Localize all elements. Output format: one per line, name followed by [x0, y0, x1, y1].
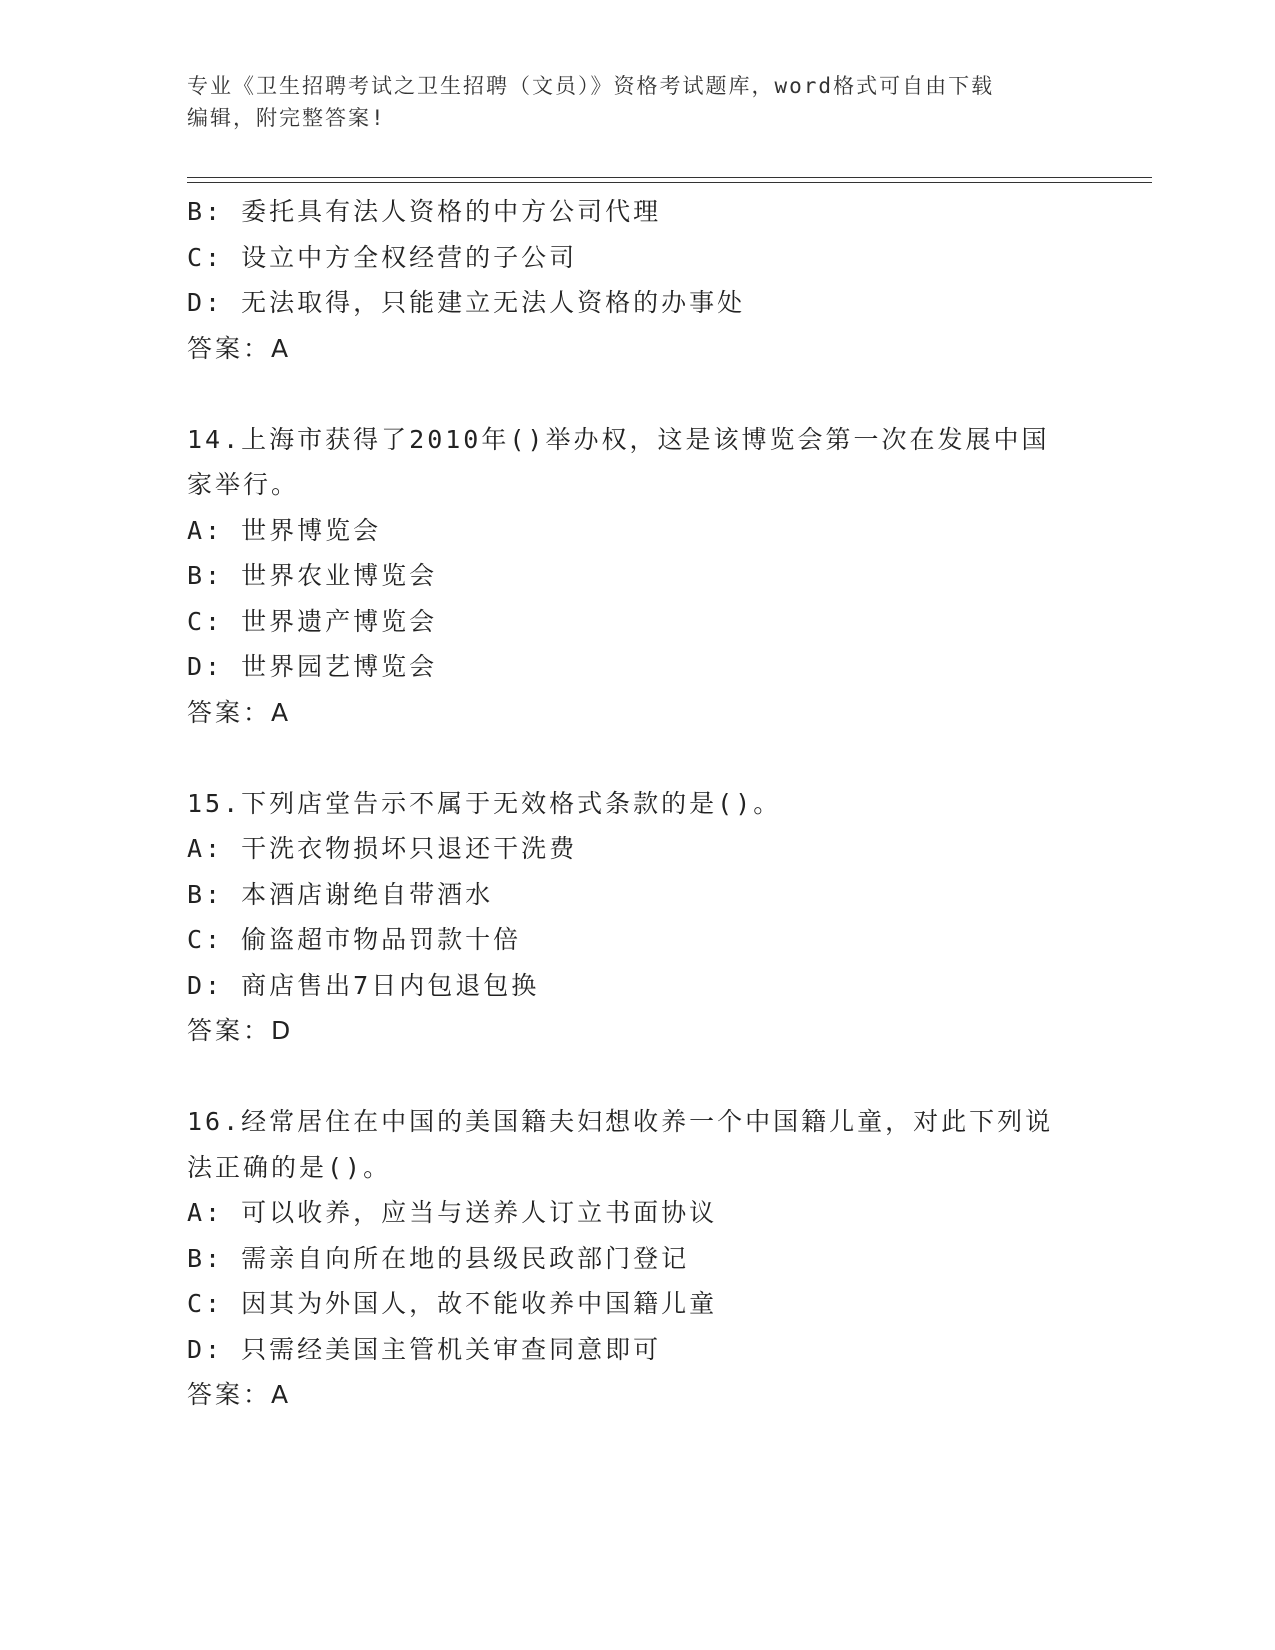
option-b: B: 本酒店谢绝自带酒水	[187, 879, 494, 909]
option-b: B: 委托具有法人资格的中方公司代理	[187, 197, 662, 226]
question-13	[187, 189, 1087, 371]
answer-label: 答案：A	[187, 697, 292, 727]
question-stem-line-1: 15.下列店堂告示不属于无效格式条款的是()。	[187, 788, 782, 818]
option-c: C: 因其为外国人，故不能收养中国籍儿童	[187, 1289, 718, 1318]
question-stem-line-1: 14.上海市获得了2010年()举办权，这是该博览会第一次在发展中国	[187, 424, 1050, 454]
option-c: C: 世界遗产博览会	[187, 606, 438, 636]
answer-label: 答案：A	[187, 333, 292, 363]
option-b: B: 世界农业博览会	[187, 561, 438, 590]
header-line-1: 专业《卫生招聘考试之卫生招聘（文员）》资格考试题库，word格式可自由下载	[187, 74, 995, 98]
question-stem-line-2: 法正确的是()。	[187, 1152, 392, 1182]
option-a: A: 干洗衣物损坏只退还干洗费	[187, 834, 578, 863]
document-header	[187, 70, 1087, 134]
question-16	[187, 1099, 1087, 1418]
header-divider-bottom	[187, 182, 1152, 183]
option-d: D: 只需经美国主管机关审查同意即可	[187, 1334, 662, 1364]
question-15	[187, 781, 1087, 1054]
question-list	[187, 189, 1087, 1418]
question-spacer	[187, 371, 1087, 417]
answer-label: 答案：D	[187, 1016, 294, 1045]
option-b: B: 需亲自向所在地的县级民政部门登记	[187, 1243, 690, 1273]
question-stem-line-2: 家举行。	[187, 470, 300, 499]
option-c: C: 设立中方全权经营的子公司	[187, 242, 578, 272]
question-spacer	[187, 1054, 1087, 1100]
option-d: D: 商店售出7日内包退包换	[187, 970, 540, 1000]
option-d: D: 世界园艺博览会	[187, 652, 438, 681]
option-a: A: 世界博览会	[187, 515, 382, 545]
option-d: D: 无法取得，只能建立无法人资格的办事处	[187, 288, 746, 317]
header-line-2: 编辑，附完整答案!	[187, 106, 386, 130]
option-a: A: 可以收养，应当与送养人订立书面协议	[187, 1198, 718, 1227]
header-divider-top	[187, 177, 1152, 178]
question-stem-line-1: 16.经常居住在中国的美国籍夫妇想收养一个中国籍儿童，对此下列说	[187, 1107, 1054, 1136]
answer-label: 答案：A	[187, 1380, 292, 1409]
question-14	[187, 417, 1087, 736]
question-spacer	[187, 735, 1087, 781]
option-c: C: 偷盗超市物品罚款十倍	[187, 925, 522, 954]
